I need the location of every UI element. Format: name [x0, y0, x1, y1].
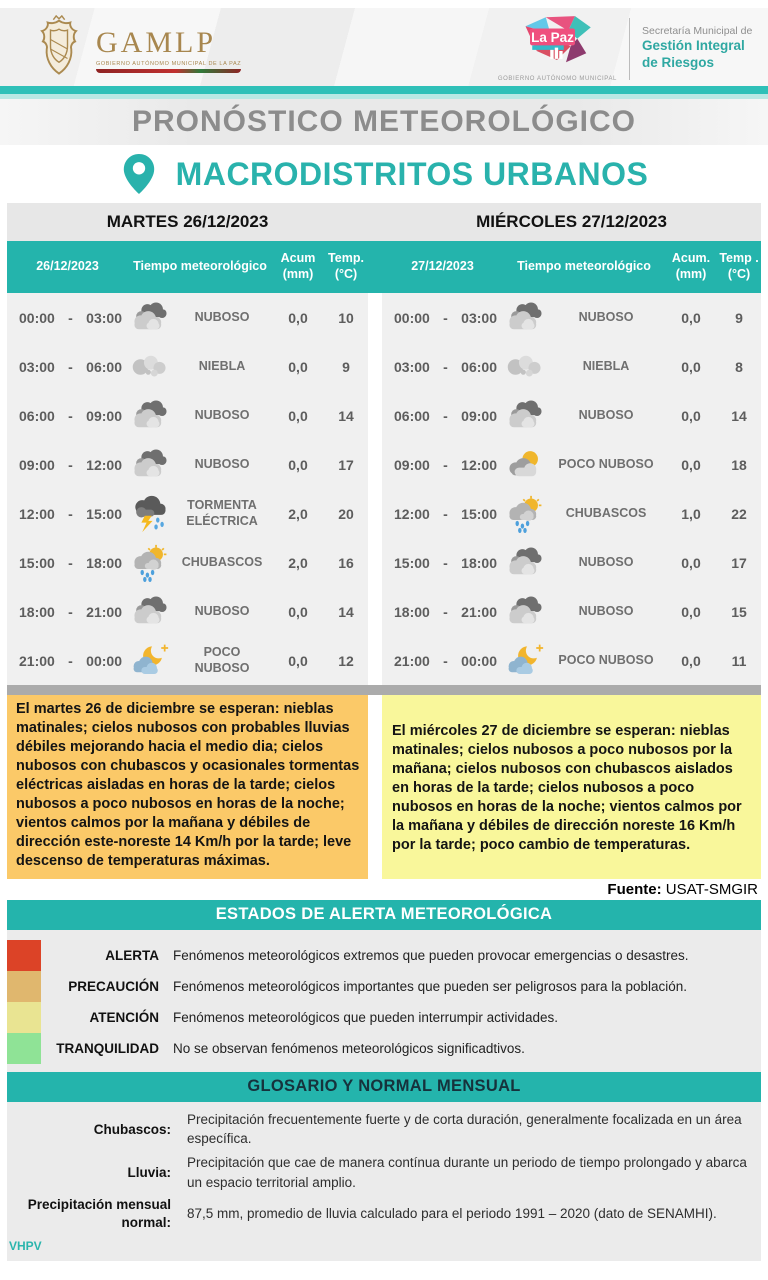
subtitle-band [0, 145, 768, 203]
secretary-line2: Gestión Integral [642, 38, 745, 54]
weather-condition: NUBOSO [194, 309, 250, 324]
cloudy-icon [504, 544, 546, 582]
weather-condition: NUBOSO [578, 407, 634, 422]
time-range: 06:00 - 09:00 [394, 407, 497, 424]
table-header-row [7, 241, 761, 293]
alert-color-swatch [7, 1002, 41, 1033]
author-initials: VHPV [9, 1239, 42, 1254]
accumulated-value: 1,0 [681, 505, 701, 522]
temperature-value: 16 [338, 554, 354, 571]
weather-condition: NUBOSO [194, 456, 250, 471]
accumulated-value: 0,0 [681, 309, 701, 326]
temperature-value: 15 [731, 603, 747, 620]
alert-color-swatch [7, 1033, 41, 1064]
weather-condition: NUBOSO [578, 309, 634, 324]
glossary-title: GLOSARIO Y NORMAL MENSUAL [247, 1077, 521, 1096]
source-label: Fuente: [607, 880, 662, 898]
accumulated-value: 0,0 [288, 309, 308, 326]
time-range: 12:00 - 15:00 [394, 505, 497, 522]
temperature-value: 14 [338, 407, 354, 424]
alerts-legend [7, 930, 761, 1072]
source-value: USAT-SMGIR [665, 880, 758, 898]
accumulated-value: 0,0 [288, 456, 308, 473]
weather-condition: NUBOSO [194, 603, 250, 618]
wednesday-summary: El miércoles 27 de diciembre se esperan: nieblas matinales; cielos nubosos a poco nubosos por la mañana; cielos nubosos con chubascos aislados en horas de la tarde; cielos nubosos a poco nubosos en horas de la noche; vientos calmos por la mañana y débiles de dirección noreste 16 Km/h por la tarde; poco cambio de temperaturas. [382, 695, 761, 879]
table-row [7, 538, 368, 587]
alert-description: No se observan fenómenos meteorológicos significadtivos. [173, 1040, 525, 1056]
sun-cloud-icon [504, 446, 546, 484]
temperature-value: 14 [731, 407, 747, 424]
temperature-value: 17 [338, 456, 354, 473]
weather-condition: TORMENTA ELÉCTRICA [186, 497, 258, 528]
table-row [382, 587, 761, 636]
temperature-value: 17 [731, 554, 747, 571]
gamlp-logo [30, 15, 241, 83]
accumulated-value: 0,0 [681, 554, 701, 571]
column-header-weather: Tiempo meteorológico [133, 259, 267, 274]
lapaz-logo-text: La Paz [531, 30, 575, 45]
table-row [382, 489, 761, 538]
temperature-value: 10 [338, 309, 354, 326]
glossary-row-lluvia [7, 1153, 761, 1192]
gamlp-crest-icon [30, 15, 88, 83]
accumulated-value: 0,0 [681, 603, 701, 620]
column-header-acum: Acum (mm) [280, 251, 316, 281]
weather-condition: CHUBASCOS [565, 505, 647, 520]
alert-level-label: PRECAUCIÓN [68, 978, 159, 994]
day-title-wednesday: MIÉRCOLES 27/12/2023 [476, 212, 667, 231]
glossary-definition: Precipitación frecuentemente fuerte y de corta duración, generalmente focalizada en un área específica. [187, 1111, 742, 1147]
table-row [7, 293, 368, 342]
alert-row-alerta [7, 940, 761, 971]
thunderstorm-icon [129, 495, 171, 533]
column-header-weather: Tiempo meteorológico [517, 259, 651, 274]
table-row [382, 391, 761, 440]
weather-condition: NIEBLA [198, 358, 246, 373]
table-row [7, 440, 368, 489]
fog-icon [129, 348, 171, 386]
time-range: 15:00 - 18:00 [19, 554, 122, 571]
weather-condition: NUBOSO [578, 554, 634, 569]
temperature-value: 18 [731, 456, 747, 473]
time-range: 18:00 - 21:00 [19, 603, 122, 620]
secretary-title [642, 25, 754, 72]
lapaz-logo-icon [509, 15, 605, 69]
gamlp-logo-swoosh [96, 69, 241, 73]
weather-condition: POCO NUBOSO [558, 456, 654, 471]
page-subtitle: MACRODISTRITOS URBANOS [175, 155, 649, 192]
weather-condition: POCO NUBOSO [558, 652, 654, 667]
alert-row-precaucion [7, 971, 761, 1002]
temperature-value: 22 [731, 505, 747, 522]
accumulated-value: 0,0 [288, 652, 308, 669]
table-row [7, 489, 368, 538]
glossary-term: Precipitación mensual normal: [27, 1197, 171, 1230]
tuesday-table [7, 293, 368, 685]
day-summaries [7, 695, 761, 879]
table-row [382, 293, 761, 342]
time-range: 18:00 - 21:00 [394, 603, 497, 620]
accumulated-value: 0,0 [288, 603, 308, 620]
temperature-value: 12 [338, 652, 354, 669]
alert-row-tranquilidad [7, 1033, 761, 1064]
column-header-date: 27/12/2023 [411, 259, 474, 274]
alert-color-swatch [7, 940, 41, 971]
map-pin-icon [120, 152, 158, 196]
table-row [7, 391, 368, 440]
time-range: 00:00 - 03:00 [394, 309, 497, 326]
time-range: 15:00 - 18:00 [394, 554, 497, 571]
accumulated-value: 0,0 [288, 407, 308, 424]
table-row [382, 538, 761, 587]
glossary-section-header [7, 1072, 761, 1102]
column-header-temp: Temp . (°C) [719, 251, 759, 281]
sun-showers-icon [504, 495, 546, 533]
temperature-value: 8 [735, 358, 743, 375]
glossary-term: Chubascos: [93, 1121, 171, 1137]
weather-condition: NIEBLA [582, 358, 630, 373]
alert-description: Fenómenos meteorológicos extremos que pueden provocar emergencias o desastres. [173, 947, 689, 963]
forecast-tables [7, 293, 761, 685]
time-range: 09:00 - 12:00 [19, 456, 122, 473]
teal-divider-band [0, 86, 768, 99]
lapaz-logo [498, 15, 617, 82]
glossary-definition: Precipitación que cae de manera contínua durante un periodo de tiempo prolongado y abarca un espacio territorial amplio. [187, 1154, 747, 1190]
table-row [382, 342, 761, 391]
temperature-value: 14 [338, 603, 354, 620]
table-row [7, 636, 368, 685]
weather-condition: NUBOSO [194, 407, 250, 422]
header-divider [629, 18, 630, 80]
weather-condition: CHUBASCOS [181, 554, 263, 569]
alert-level-label: TRANQUILIDAD [56, 1040, 159, 1056]
time-range: 21:00 - 00:00 [394, 652, 497, 669]
column-header-date: 26/12/2023 [36, 259, 99, 274]
moon-cloud-icon [129, 642, 171, 680]
secretary-line1: Secretaría Municipal de [642, 25, 753, 38]
time-range: 03:00 - 06:00 [394, 358, 497, 375]
column-header-temp: Temp. (°C) [328, 251, 364, 281]
table-row [7, 342, 368, 391]
time-range: 00:00 - 03:00 [19, 309, 122, 326]
lapaz-logo-caption: GOBIERNO AUTÓNOMO MUNICIPAL [497, 76, 617, 82]
accumulated-value: 2,0 [288, 554, 308, 571]
moon-cloud-icon [504, 642, 546, 680]
tuesday-summary: El martes 26 de diciembre se esperan: nieblas matinales; cielos nubosos con probables lluvias débiles mejorando hacia el medio dia; cielos nubosos con chubascos y ocasionales tormentas eléctricas aisladas en horas de la tarde; cielos nubosos a poco nubosos en horas de la noche; vientos calmos por la mañana y débiles de dirección este-noreste 14 Km/h por la tarde; leve descenso de temperaturas máximas. [7, 695, 368, 879]
gamlp-logo-text: GAMLP [96, 25, 217, 59]
source-line [7, 879, 761, 900]
table-row [7, 587, 368, 636]
accumulated-value: 0,0 [681, 456, 701, 473]
wednesday-table [382, 293, 761, 685]
weather-condition: POCO NUBOSO [194, 644, 250, 675]
table-row [382, 636, 761, 685]
alert-level-label: ALERTA [105, 947, 159, 963]
time-range: 12:00 - 15:00 [19, 505, 122, 522]
weather-condition: NUBOSO [578, 603, 634, 618]
temperature-value: 20 [338, 505, 354, 522]
gamlp-logo-caption: GOBIERNO AUTÓNOMO MUNICIPAL DE LA PAZ [96, 60, 242, 67]
alerts-title: ESTADOS DE ALERTA METEOROLÓGICA [215, 905, 553, 924]
temperature-value: 11 [731, 652, 747, 669]
alert-level-label: ATENCIÓN [89, 1009, 159, 1025]
cloudy-icon [129, 397, 171, 435]
summary-separator-bar [7, 685, 761, 695]
glossary-term: Lluvia: [127, 1164, 171, 1180]
day-titles-band [7, 203, 761, 241]
alert-color-swatch [7, 971, 41, 1002]
glossary-row-chubascos [7, 1110, 761, 1149]
cloudy-icon [504, 593, 546, 631]
glossary-row-precipitacion [7, 1196, 761, 1231]
glossary-definition: 87,5 mm, promedio de lluvia calculado para el periodo 1991 – 2020 (dato de SENAMHI). [187, 1205, 717, 1221]
time-range: 09:00 - 12:00 [394, 456, 497, 473]
temperature-value: 9 [342, 358, 350, 375]
accumulated-value: 2,0 [288, 505, 308, 522]
cloudy-icon [129, 593, 171, 631]
time-range: 03:00 - 06:00 [19, 358, 122, 375]
time-range: 06:00 - 09:00 [19, 407, 122, 424]
cloudy-icon [504, 397, 546, 435]
temperature-value: 9 [735, 309, 743, 326]
day-title-tuesday: MARTES 26/12/2023 [106, 212, 269, 231]
column-header-acum: Acum. (mm) [671, 251, 711, 281]
page-title: PRONÓSTICO METEOROLÓGICO [131, 105, 636, 138]
time-range: 21:00 - 00:00 [19, 652, 122, 669]
accumulated-value: 0,0 [288, 358, 308, 375]
header [0, 0, 768, 86]
alert-description: Fenómenos meteorológicos importantes que pueden ser peligrosos para la población. [173, 978, 688, 994]
title-band [0, 99, 768, 145]
cloudy-icon [504, 299, 546, 337]
sun-showers-icon [129, 544, 171, 582]
cloudy-icon [129, 299, 171, 337]
cloudy-icon [129, 446, 171, 484]
glossary [7, 1102, 761, 1261]
secretary-line3: de Riesgos [642, 55, 715, 71]
accumulated-value: 0,0 [681, 407, 701, 424]
accumulated-value: 0,0 [681, 358, 701, 375]
accumulated-value: 0,0 [681, 652, 701, 669]
alert-description: Fenómenos meteorológicos que pueden interrumpir actividades. [173, 1009, 558, 1025]
alert-row-atencion [7, 1002, 761, 1033]
fog-icon [504, 348, 546, 386]
alerts-section-header [7, 900, 761, 930]
table-row [382, 440, 761, 489]
